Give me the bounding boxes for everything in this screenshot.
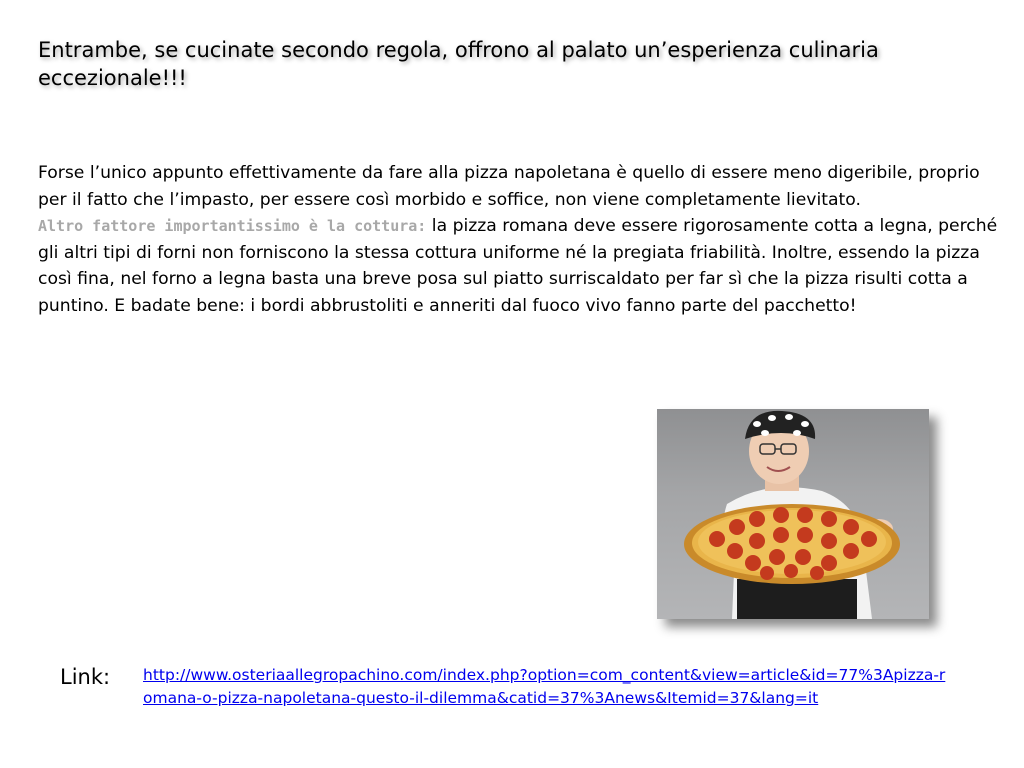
slide-title: Entrambe, se cucinate secondo regola, offrono al palato un’esperienza culinaria eccezionale!!!	[38, 38, 879, 90]
paragraph-digestibility: Forse l’unico appunto effettivamente da fare alla pizza napoletana è quello di essere meno digeribile, proprio per il fatto che l’impasto, per essere così morbido e soffice, non viene completamente lievitato.	[38, 163, 980, 210]
cooking-text: la pizza romana deve essere rigorosamente cotta a legna, perché gli altri tipi di forni non forniscono la stessa cottura uniforme né la pregiata friabilità. Inoltre, essendo la pizza così fina, nel forno a legna basta una breve posa sul piatto surriscaldato per far sì che la pizza risulti cotta a puntino. E badate bene: i bordi abbrustoliti e anneriti dal fuoco vivo fanno parte del pacchetto!	[38, 216, 998, 316]
chef-pizza-photo	[657, 409, 929, 619]
cooking-highlight: Altro fattore importantissimo è la cottura:	[38, 217, 427, 235]
paragraph-cooking	[38, 213, 998, 319]
source-link[interactable]: http://www.osteriaallegropachino.com/index.php?option=com_content&view=article&id=77%3Apizza-romana-o-pizza-napoletana-questo-il-dilemma&catid=37%3Anews&Itemid=37&lang=it	[143, 666, 946, 707]
link-label: Link:	[60, 665, 111, 689]
body-text	[38, 160, 998, 319]
